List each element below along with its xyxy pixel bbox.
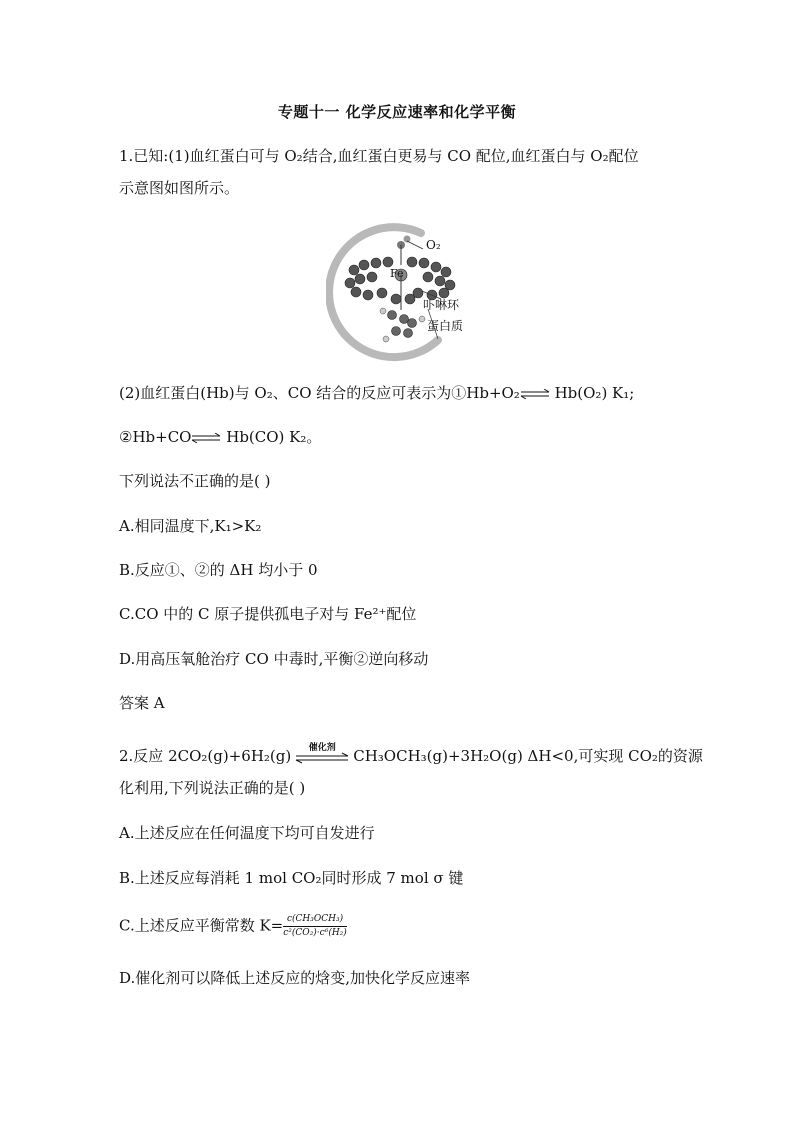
q2-option-c [119, 914, 347, 939]
label-o2: O₂ [426, 238, 441, 252]
q1-eq1-left: (2)血红蛋白(Hb)与 O₂、CO 结合的反应可表示为①Hb+O₂ [119, 384, 520, 402]
q1-option-d: D.用高压氧舱治疗 CO 中毒时,平衡②逆向移动 [119, 650, 429, 668]
q1-eq2-right: Hb(CO) K₂。 [221, 428, 322, 446]
equilibrium-arrow-icon [520, 389, 550, 399]
catalyst-arrow [295, 743, 349, 764]
equilibrium-arrow-icon [191, 433, 221, 443]
hemoglobin-diagram [326, 215, 476, 365]
label-porphyrin-ring: 卟啉环 [423, 298, 460, 312]
label-fe: Fe [390, 267, 404, 280]
fraction-numerator: c(CH₃OCH₃) [283, 914, 347, 927]
q2-option-d: D.催化剂可以降低上述反应的焓变,加快化学反应速率 [119, 969, 471, 987]
hemoglobin-o2-figure [326, 215, 476, 365]
equilibrium-constant-fraction [283, 914, 347, 939]
q2-stem-line1 [119, 743, 703, 766]
catalyst-label: 催化剂 [308, 743, 336, 753]
q2-reactants: 2.反应 2CO₂(g)+6H₂(g) [119, 747, 292, 765]
q2-option-a: A.上述反应在任何温度下均可自发进行 [119, 824, 375, 842]
q1-eq1-right: Hb(O₂) K₁; [549, 384, 635, 402]
q2-option-b: B.上述反应每消耗 1 mol CO₂同时形成 7 mol σ 键 [119, 869, 464, 887]
q1-answer: 答案 A [119, 694, 165, 712]
page-title: 专题十一 化学反应速率和化学平衡 [277, 103, 517, 121]
q2-option-c-text: C.上述反应平衡常数 K= [119, 916, 284, 935]
q1-eq2-left: ②Hb+CO [119, 428, 192, 446]
q1-equation-2 [119, 427, 321, 447]
q1-stem-line2: 示意图如图所示。 [119, 179, 240, 197]
fraction-denominator: c²(CO₂)·c⁶(H₂) [283, 928, 347, 938]
label-protein: 蛋白质 [427, 319, 464, 333]
q1-option-b: B.反应①、②的 ΔH 均小于 0 [119, 561, 318, 579]
q1-option-a: A.相同温度下,K₁>K₂ [119, 517, 262, 535]
q1-equation-1 [119, 383, 634, 403]
q1-question: 下列说法不正确的是( ) [119, 472, 271, 490]
q1-option-c: C.CO 中的 C 原子提供孤电子对与 Fe²⁺配位 [119, 605, 417, 623]
q2-products: CH₃OCH₃(g)+3H₂O(g) ΔH<0,可实现 CO₂的资源 [353, 747, 703, 765]
q2-stem-line2: 化利用,下列说法正确的是( ) [119, 779, 306, 797]
q1-stem-line1: 1.已知:(1)血红蛋白可与 O₂结合,血红蛋白更易与 CO 配位,血红蛋白与 O₂配位 [119, 147, 639, 165]
